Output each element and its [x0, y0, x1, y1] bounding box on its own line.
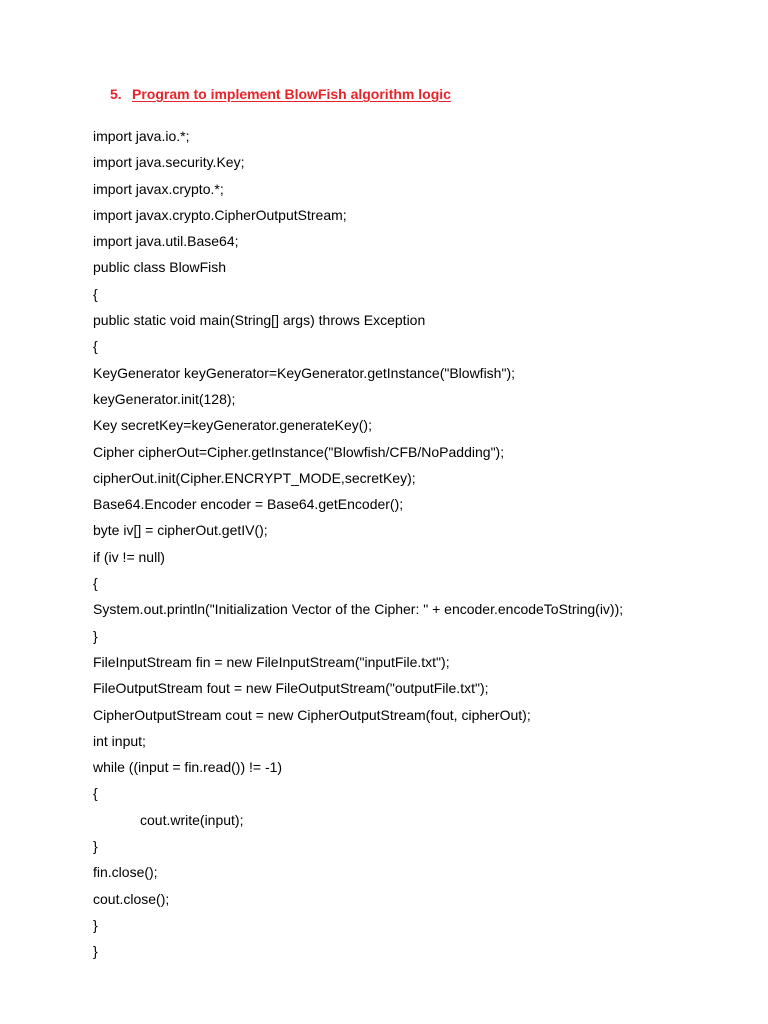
- code-line: FileInputStream fin = new FileInputStream("inputFile.txt");: [93, 653, 450, 670]
- code-line: cipherOut.init(Cipher.ENCRYPT_MODE,secretKey);: [93, 469, 416, 486]
- code-listing: [93, 126, 623, 968]
- code-line: cout.write(input);: [140, 811, 244, 828]
- code-line: {: [93, 785, 98, 802]
- code-line: {: [93, 285, 98, 302]
- code-line: }: [93, 943, 98, 960]
- code-line: import java.io.*;: [93, 128, 190, 144]
- code-line: import java.security.Key;: [93, 154, 245, 171]
- code-line: FileOutputStream fout = new FileOutputStream("outputFile.txt");: [93, 680, 489, 697]
- code-line: import javax.crypto.CipherOutputStream;: [93, 206, 347, 223]
- code-line: import java.util.Base64;: [93, 233, 239, 250]
- code-line: cout.close();: [93, 890, 170, 907]
- code-line: import javax.crypto.*;: [93, 180, 224, 197]
- code-line: Base64.Encoder encoder = Base64.getEncoder();: [93, 496, 404, 513]
- section-title: Program to implement BlowFish algorithm logic: [132, 86, 451, 102]
- code-line: CipherOutputStream cout = new CipherOutputStream(fout, cipherOut);: [93, 706, 531, 723]
- section-heading: [110, 84, 451, 104]
- code-line: keyGenerator.init(128);: [93, 390, 236, 407]
- code-line: fin.close();: [93, 864, 158, 881]
- code-line: Key secretKey=keyGenerator.generateKey();: [93, 417, 372, 434]
- code-line: }: [93, 916, 98, 933]
- code-line: public static void main(String[] args) throws Exception: [93, 312, 426, 329]
- code-line: byte iv[] = cipherOut.getIV();: [93, 522, 268, 539]
- code-line: Cipher cipherOut=Cipher.getInstance("Blowfish/CFB/NoPadding");: [93, 443, 505, 460]
- code-line: }: [93, 627, 98, 644]
- code-line: System.out.println("Initialization Vector of the Cipher: " + encoder.encodeToString(iv));: [93, 601, 624, 618]
- code-line: {: [93, 338, 98, 355]
- code-line: }: [93, 838, 98, 855]
- code-line: if (iv != null): [93, 548, 165, 565]
- code-line: int input;: [93, 732, 146, 749]
- code-line: {: [93, 575, 98, 592]
- code-line: while ((input = fin.read()) != -1): [93, 759, 283, 776]
- code-line: public class BlowFish: [93, 259, 227, 276]
- section-number: 5.: [110, 86, 122, 102]
- code-line: KeyGenerator keyGenerator=KeyGenerator.getInstance("Blowfish");: [93, 364, 515, 381]
